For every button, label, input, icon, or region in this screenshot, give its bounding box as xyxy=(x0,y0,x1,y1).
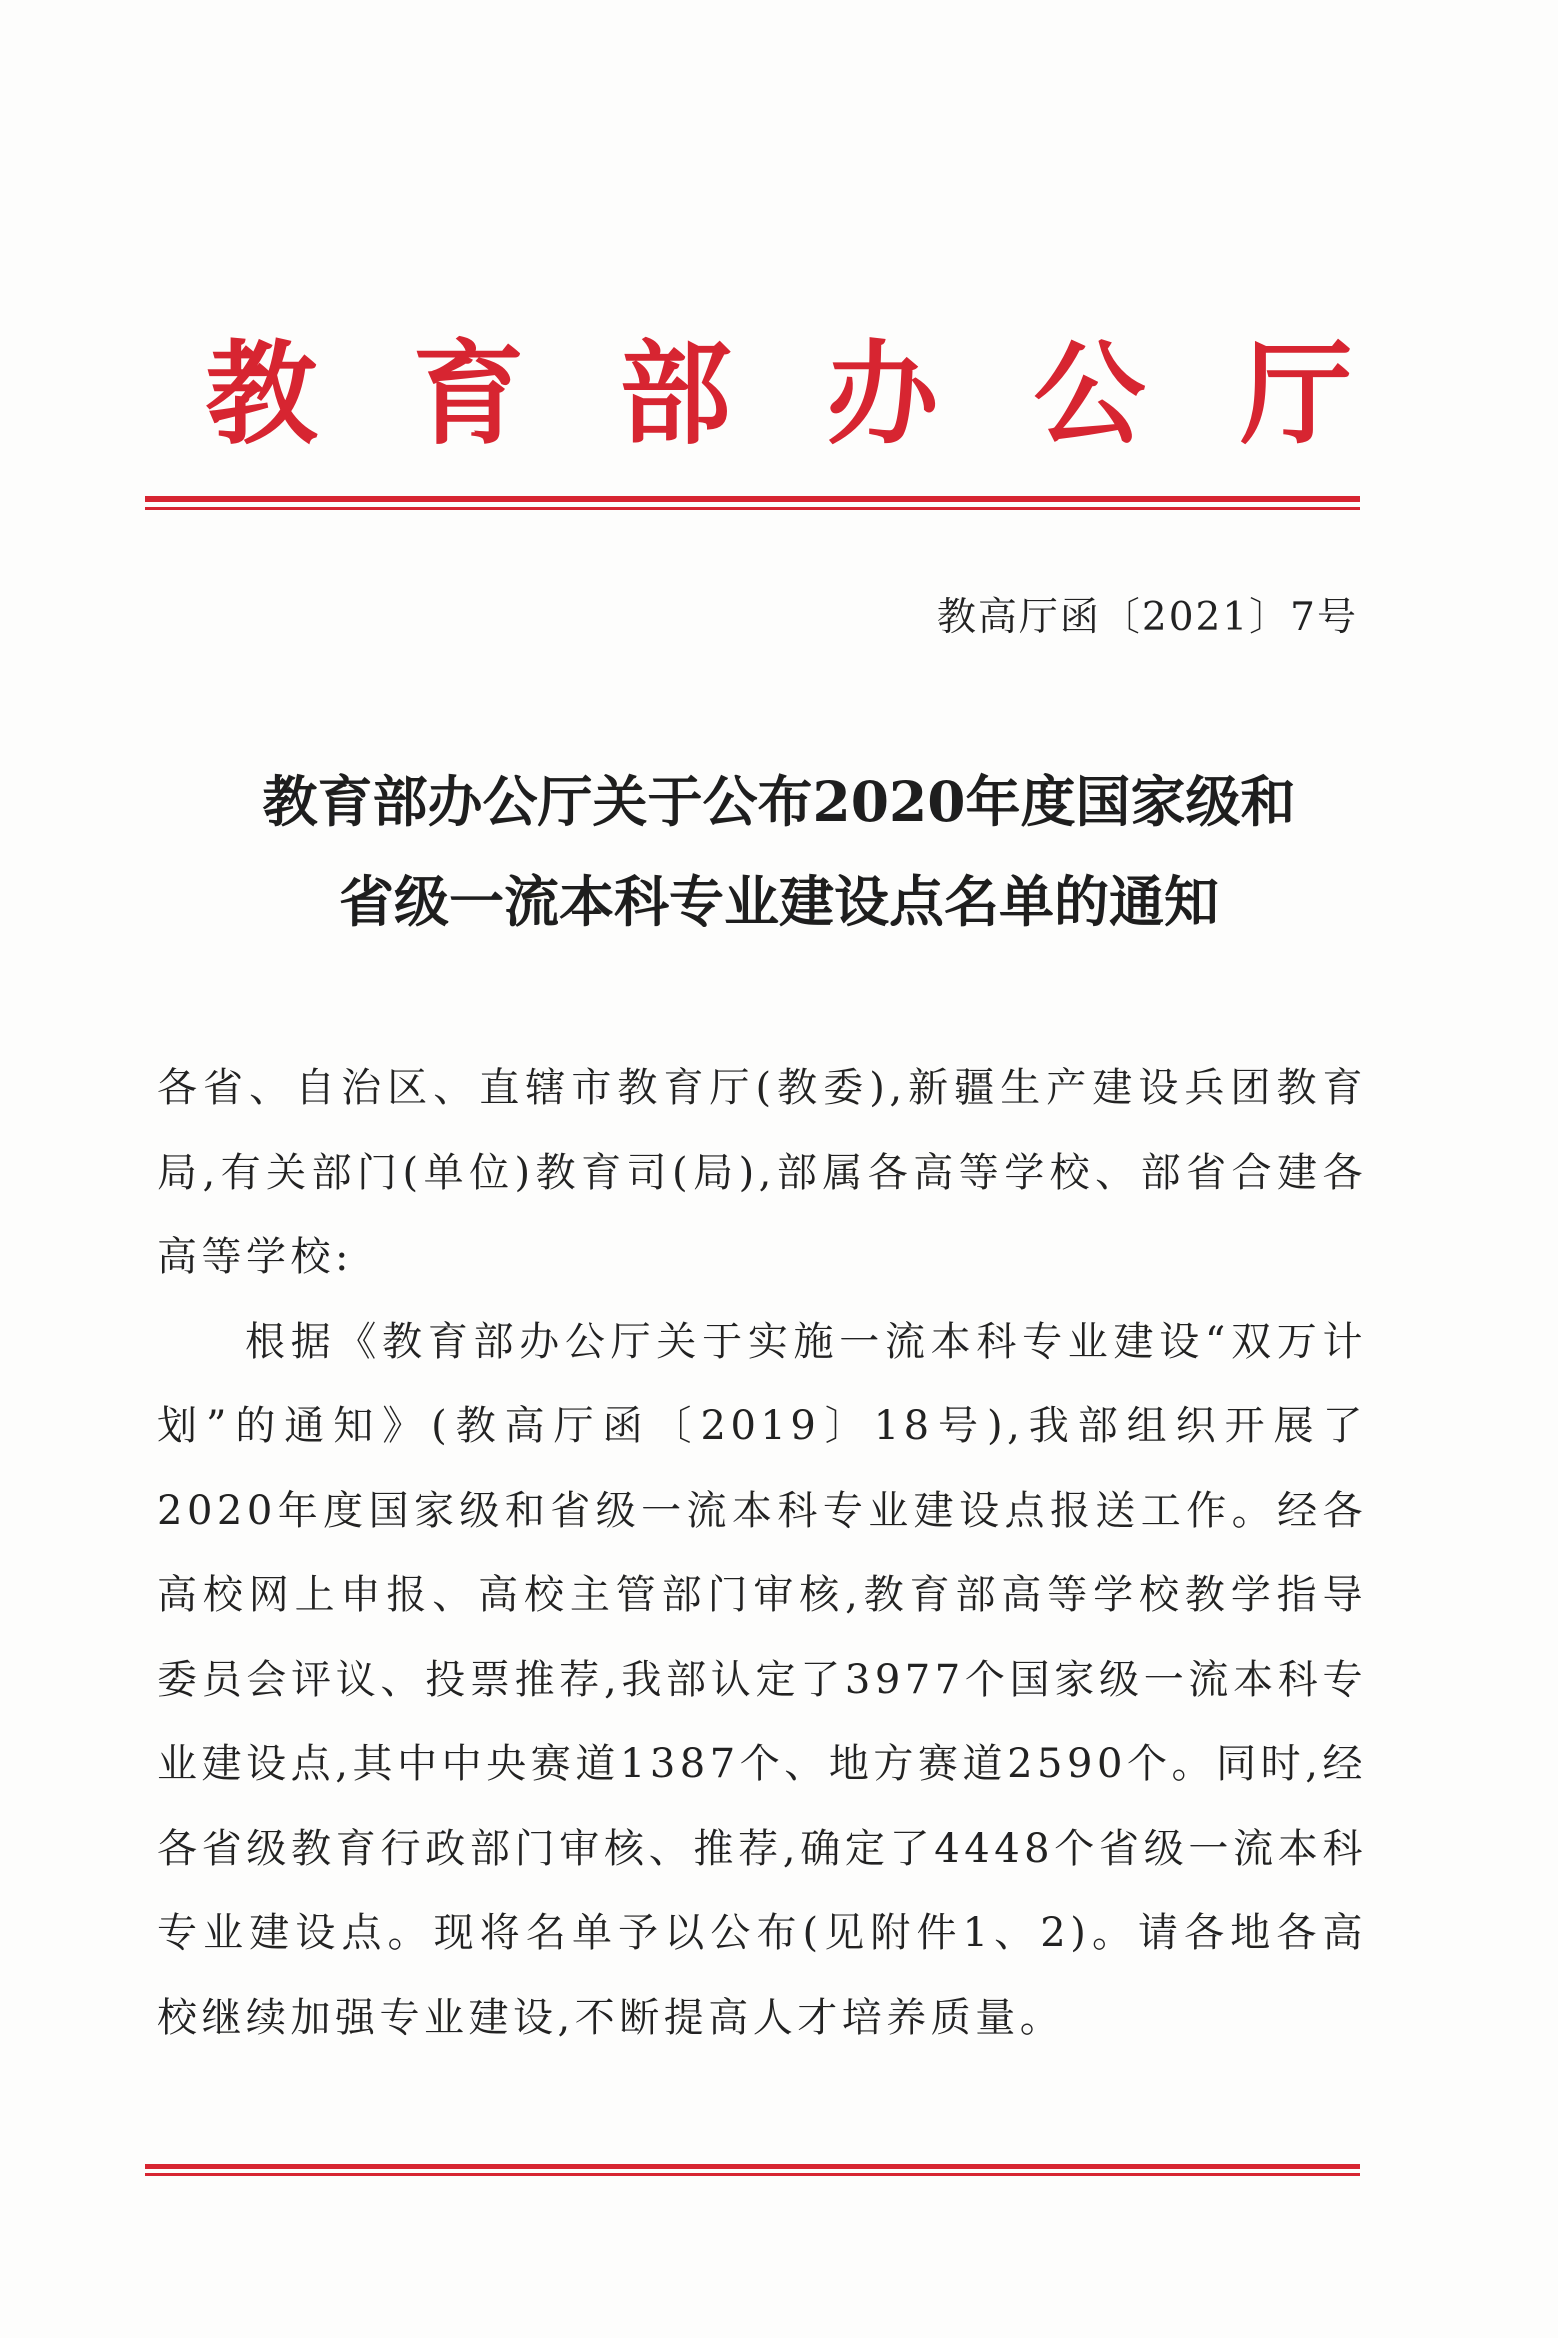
red-double-rule-top xyxy=(145,496,1360,510)
red-double-rule-bottom xyxy=(145,2164,1360,2176)
document-number: 教高厅函〔2021〕7号 xyxy=(936,595,1358,640)
document-body xyxy=(157,1046,1367,2060)
body-paragraph-1: 根据《教育部办公厅关于实施一流本科专业建设“双万计划”的通知》(教高厅函〔2019〕18号),我部组织开展了2020年度国家级和省级一流本科专业建设点报送工作。经各高校网上申报、高校主管部门审核,教育部高等学校教学指导委员会评议、投票推荐,我部认定了3977个国家级一流本科专业建设点,其中中央赛道1387个、地方赛道2590个。同时,经各省级教育行政部门审核、推荐,确定了4448个省级一流本科专业建设点。现将名单予以公布(见附件1、2)。请各地各高校继续加强专业建设,不断提高人才培养质量。 xyxy=(157,1318,1367,2041)
document-title-line-1: 教育部办公厅关于公布2020年度国家级和 xyxy=(262,769,1296,834)
addressee-paragraph: 各省、自治区、直辖市教育厅(教委),新疆生产建设兵团教育局,有关部门(单位)教育司(局),部属各高等学校、部省合建各高等学校: xyxy=(157,1065,1367,1280)
document-title xyxy=(0,752,1558,952)
document-title-line-2: 省级一流本科专业建设点名单的通知 xyxy=(338,869,1219,934)
issuing-organization-header: 教育部办公厅 xyxy=(205,329,1448,460)
